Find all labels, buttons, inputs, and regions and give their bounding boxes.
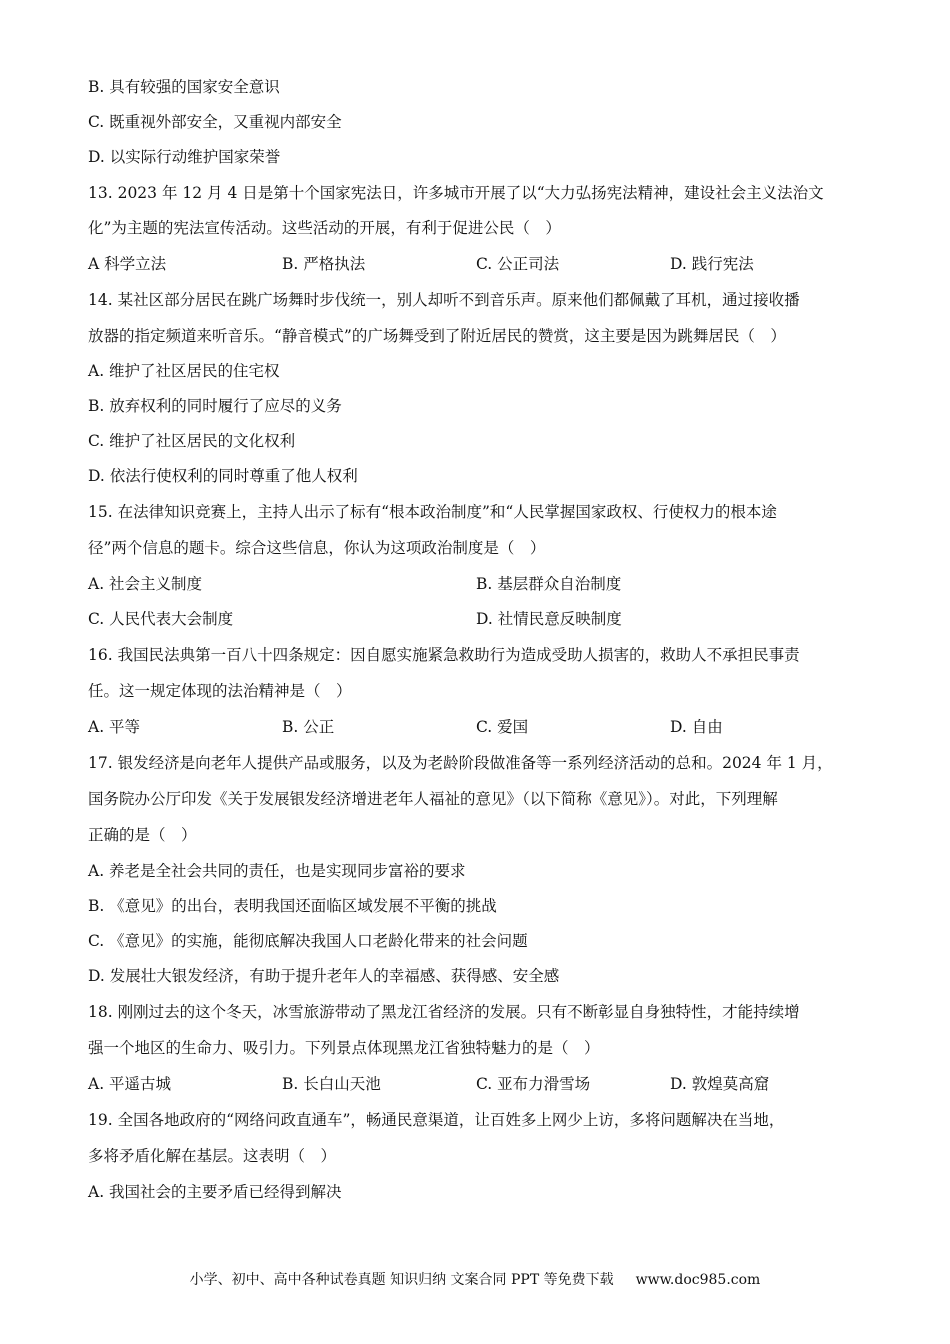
- q17-stem-line3: 正确的是（ ）: [88, 826, 197, 844]
- q14-option-b: B. 放弃权利的同时履行了应尽的义务: [88, 397, 342, 415]
- q16-option-b: B. 公正: [282, 718, 335, 736]
- q13-stem-line1: 13. 2023 年 12 月 4 日是第十个国家宪法日，许多城市开展了以“大力弘扬宪法精神，建设社会主义法治文: [88, 184, 824, 202]
- q18-stem-line1: 18. 刚刚过去的这个冬天，冰雪旅游带动了黑龙江省经济的发展。只有不断彰显自身独特性，才能持续增: [88, 1003, 800, 1021]
- q18-option-d: D. 敦煌莫高窟: [670, 1075, 770, 1093]
- page-footer: [0, 1270, 950, 1290]
- q16-stem-line1: 16. 我国民法典第一百八十四条规定：因自愿实施紧急救助行为造成受助人损害的，救助人不承担民事责: [88, 646, 800, 664]
- q17-option-a: A. 养老是全社会共同的责任，也是实现同步富裕的要求: [88, 862, 466, 880]
- q14-option-d: D. 依法行使权利的同时尊重了他人权利: [88, 467, 358, 485]
- q16-option-d: D. 自由: [670, 718, 723, 736]
- footer-text: 小学、初中、高中各种试卷真题 知识归纳 文案合同 PPT 等免费下载: [189, 1272, 614, 1288]
- q13-option-b: B. 严格执法: [282, 255, 366, 273]
- footer-url: www.doc985.com: [635, 1272, 761, 1288]
- q13-options: [88, 254, 868, 274]
- q13-stem-line2: 化”为主题的宪法宣传活动。这些活动的开展，有利于促进公民（ ）: [88, 219, 561, 237]
- q13-option-c: C. 公正司法: [476, 255, 560, 273]
- q18-option-c: C. 亚布力滑雪场: [476, 1075, 591, 1093]
- q12-option-d: D. 以实际行动维护国家荣誉: [88, 148, 281, 166]
- q17-option-d: D. 发展壮大银发经济，有助于提升老年人的幸福感、获得感、安全感: [88, 967, 560, 985]
- q17-option-c: C. 《意见》的实施，能彻底解决我国人口老龄化带来的社会问题: [88, 932, 528, 950]
- q15-option-b: B. 基层群众自治制度: [476, 575, 622, 593]
- q12-option-b: B. 具有较强的国家安全意识: [88, 78, 280, 96]
- q19-stem-line2: 多将矛盾化解在基层。这表明（ ）: [88, 1147, 337, 1165]
- q18-option-a: A. 平遥古城: [88, 1075, 172, 1093]
- q19-option-a: A. 我国社会的主要矛盾已经得到解决: [88, 1183, 342, 1201]
- q15-options-row2: [88, 609, 868, 629]
- q14-option-a: A. 维护了社区居民的住宅权: [88, 362, 280, 380]
- q13-option-a: A 科学立法: [88, 255, 167, 273]
- q18-stem-line2: 强一个地区的生命力、吸引力。下列景点体现黑龙江省独特魅力的是（ ）: [88, 1039, 600, 1057]
- q15-option-a: A. 社会主义制度: [88, 575, 203, 593]
- q17-stem-line2: 国务院办公厅印发《关于发展银发经济增进老年人福祉的意见》（以下简称《意见》）。对此，下列理解: [88, 790, 778, 808]
- q19-stem-line1: 19. 全国各地政府的“网络问政直通车”，畅通民意渠道，让百姓多上网少上访，多将问题解决在当地，: [88, 1111, 785, 1129]
- q12-option-c: C. 既重视外部安全，又重视内部安全: [88, 113, 342, 131]
- q16-option-a: A. 平等: [88, 718, 141, 736]
- q13-option-d: D. 践行宪法: [670, 255, 754, 273]
- q18-option-b: B. 长白山天池: [282, 1075, 381, 1093]
- q15-options-row1: [88, 574, 868, 594]
- q14-option-c: C. 维护了社区居民的文化权利: [88, 432, 296, 450]
- q14-stem-line1: 14. 某社区部分居民在跳广场舞时步伐统一，别人却听不到音乐声。原来他们都佩戴了耳机，通过接收播: [88, 291, 800, 309]
- q14-stem-line2: 放器的指定频道来听音乐。“静音模式”的广场舞受到了附近居民的赞赏，这主要是因为跳舞居民（ ）: [88, 327, 786, 345]
- q15-stem-line2: 径”两个信息的题卡。综合这些信息，你认为这项政治制度是（ ）: [88, 539, 546, 557]
- q16-stem-line2: 任。这一规定体现的法治精神是（ ）: [88, 682, 352, 700]
- q17-stem-line1: 17. 银发经济是向老年人提供产品或服务，以及为老龄阶段做准备等一系列经济活动的总和。2024 年 1 月，: [88, 754, 833, 772]
- q15-option-c: C. 人民代表大会制度: [88, 610, 234, 628]
- q15-stem-line1: 15. 在法律知识竞赛上，主持人出示了标有“根本政治制度”和“人民掌握国家政权、行使权力的根本途: [88, 503, 777, 521]
- q16-option-c: C. 爱国: [476, 718, 529, 736]
- q16-options: [88, 717, 868, 737]
- q15-option-d: D. 社情民意反映制度: [476, 610, 622, 628]
- q18-options: [88, 1074, 868, 1094]
- q17-option-b: B. 《意见》的出台，表明我国还面临区域发展不平衡的挑战: [88, 897, 497, 915]
